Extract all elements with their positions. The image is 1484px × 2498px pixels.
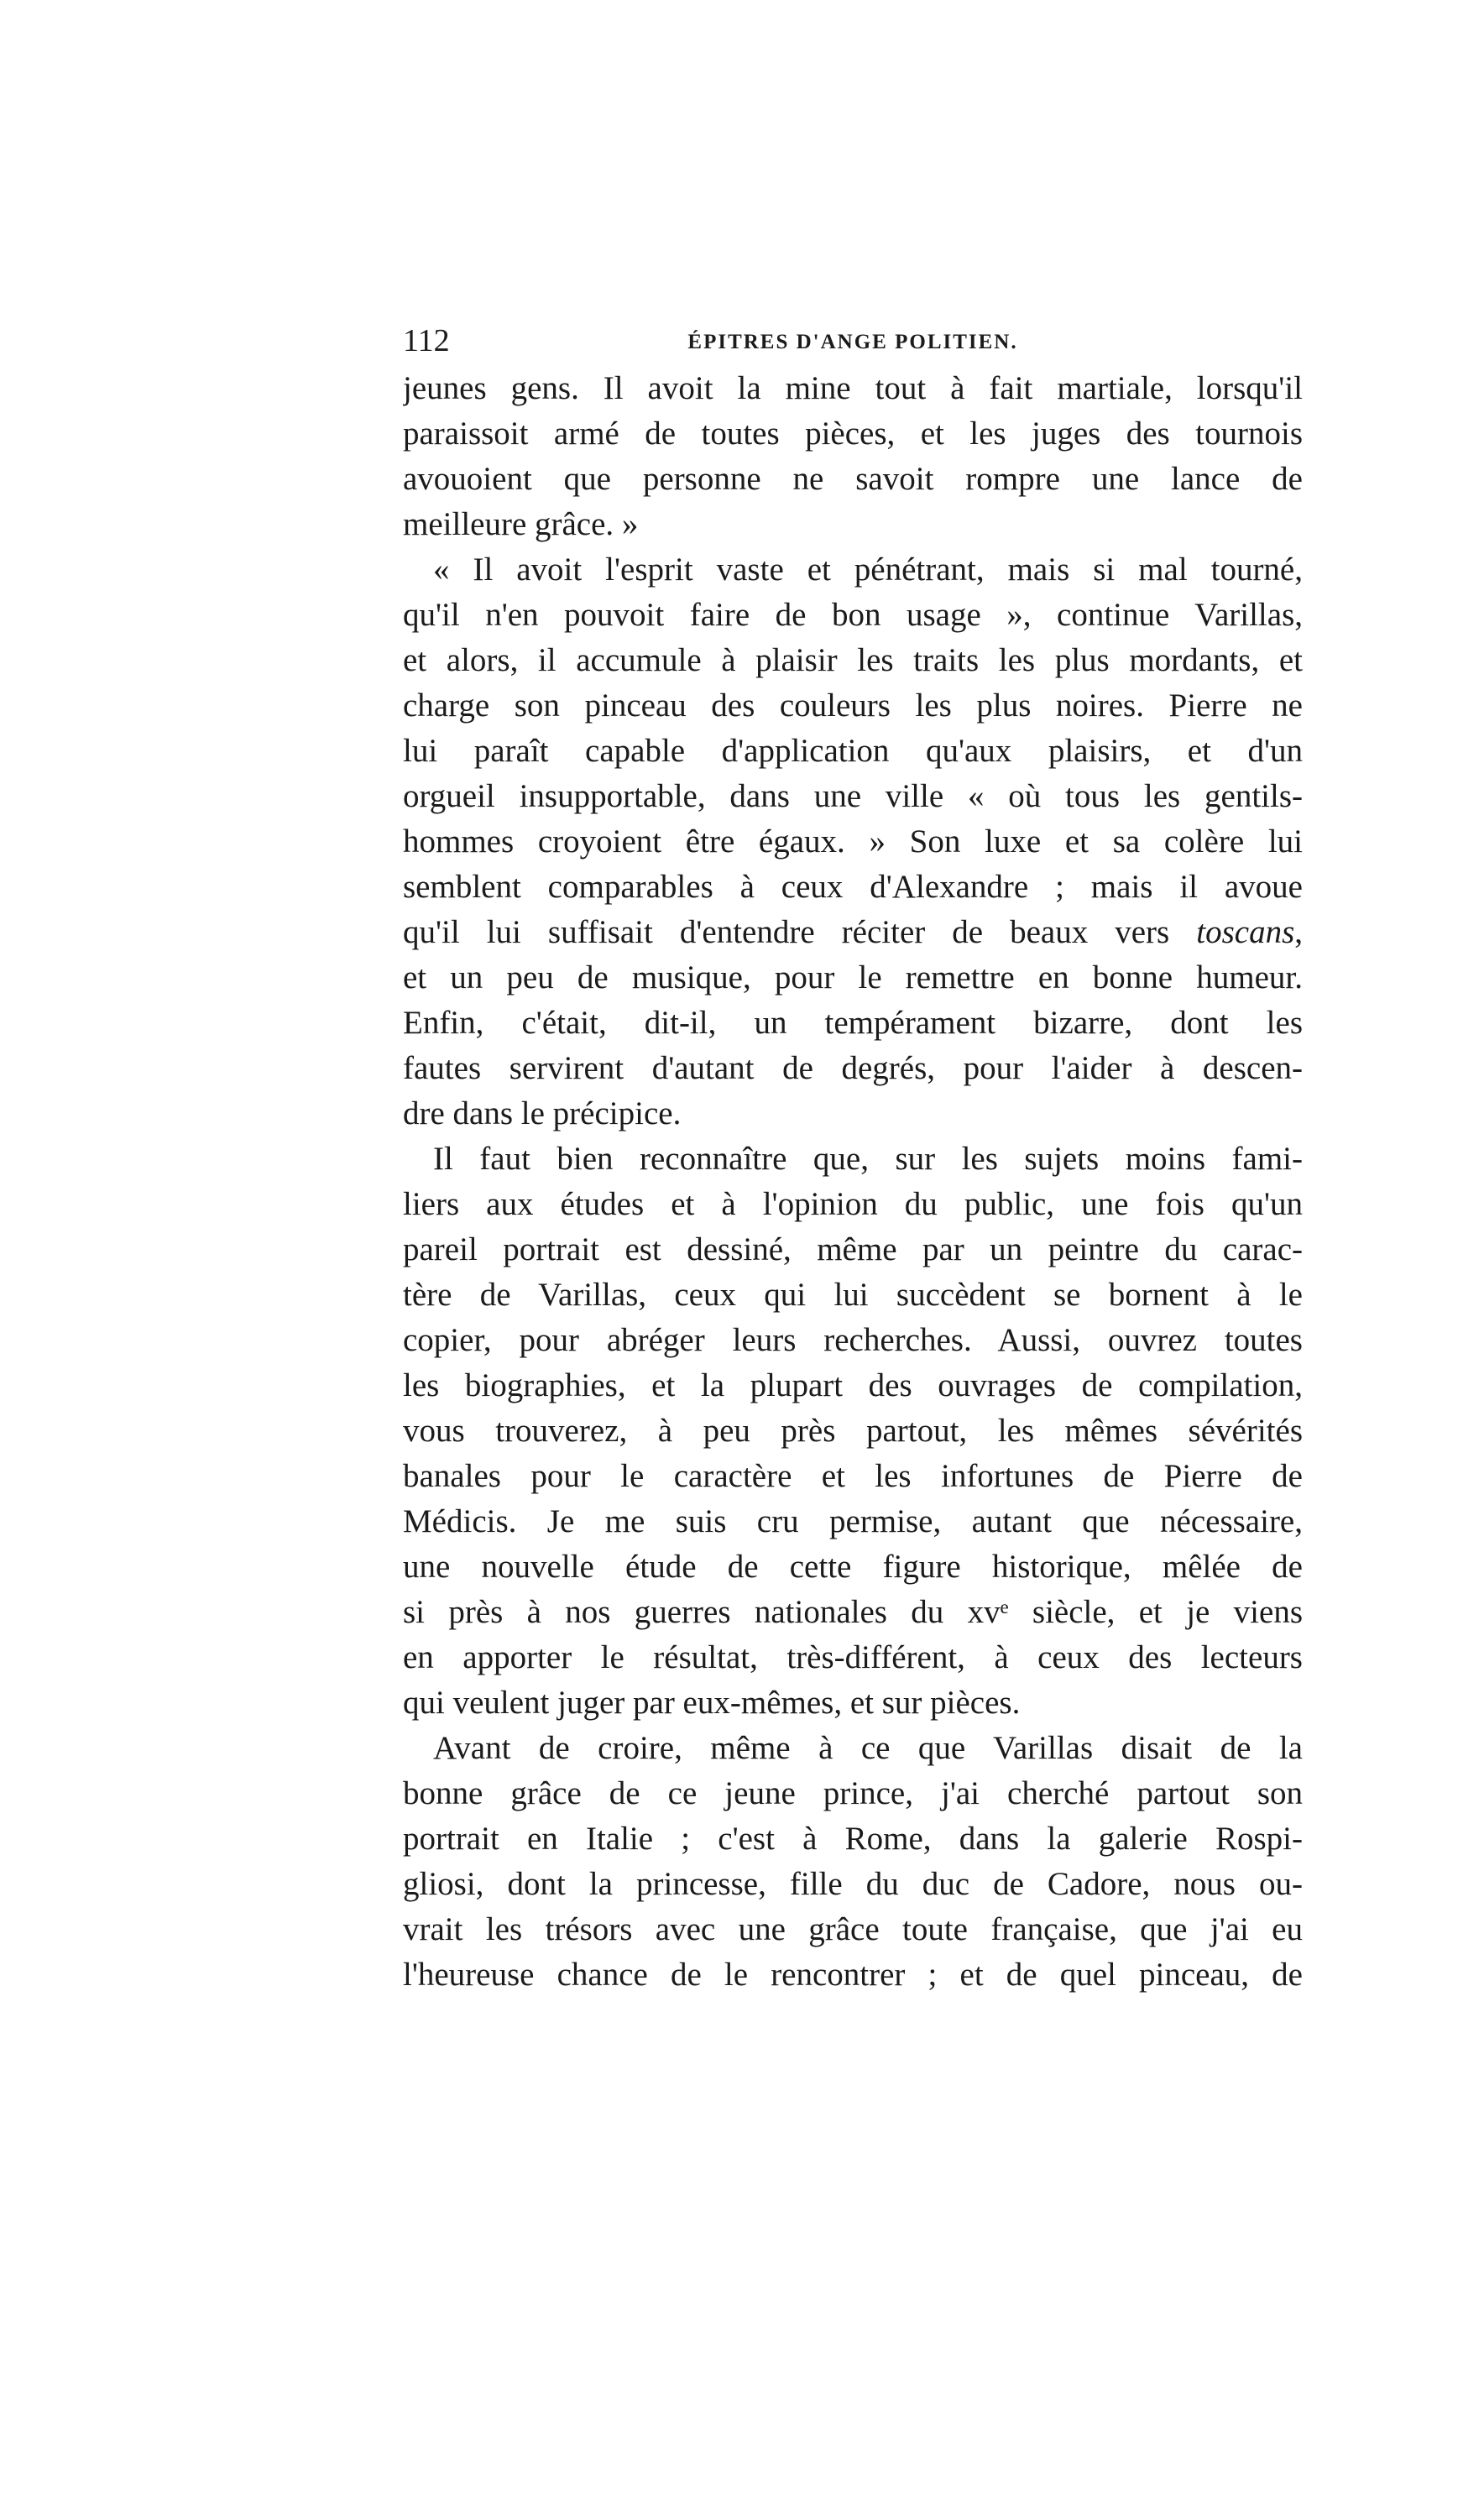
text-line: et un peu de musique, pour le remettre en bonne humeur.: [403, 959, 1303, 996]
text-line: liers aux études et à l'opinion du public, une fois qu'un: [403, 1186, 1303, 1222]
text-line: Enfin, c'était, dit-il, un tempérament bizarre, dont les: [403, 1005, 1303, 1041]
text-line-with-italic: qu'il lui suffisait d'entendre réciter de beaux vers toscans,: [403, 914, 1303, 950]
running-head: [403, 321, 1303, 361]
italic-word: toscans: [1196, 914, 1295, 950]
text-line: orgueil insupportable, dans une ville « où tous les gentils-: [403, 778, 1303, 814]
paragraph-4: [403, 1726, 1303, 1998]
text-line: fautes servirent d'autant de degrés, pour l'aider à descen-: [403, 1050, 1303, 1086]
text-line: une nouvelle étude de cette figure historique, mêlée de: [403, 1549, 1303, 1585]
text-line: les biographies, et la plupart des ouvrages de compilation,: [403, 1367, 1303, 1403]
text-line: charge son pinceau des couleurs les plus noires. Pierre ne: [403, 687, 1303, 724]
text-line: et alors, il accumule à plaisir les traits les plus mordants, et: [403, 642, 1303, 678]
text-line: lui paraît capable d'application qu'aux plaisirs, et d'un: [403, 733, 1303, 769]
text-line: jeunes gens. Il avoit la mine tout à fait martiale, lorsqu'il: [403, 370, 1303, 406]
text-line: qu'il n'en pouvoit faire de bon usage », continue Varillas,: [403, 597, 1303, 633]
text-line: vous trouverez, à peu près partout, les mêmes sévérités: [403, 1413, 1303, 1449]
text-line: paraissoit armé de toutes pièces, et les juges des tournois: [403, 415, 1303, 452]
text-line: semblent comparables à ceux d'Alexandre ; mais il avoue: [403, 869, 1303, 905]
body-text: [403, 366, 1303, 1998]
running-title: ÉPITRES D'ANGE POLITIEN.: [687, 331, 1018, 353]
text-line: Avant de croire, même à ce que Varillas disait de la: [433, 1730, 1303, 1766]
text-line: « Il avoit l'esprit vaste et pénétrant, mais si mal tourné,: [433, 551, 1303, 588]
text-line: l'heureuse chance de le rencontrer ; et de quel pinceau, de: [403, 1957, 1303, 1993]
text-line: banales pour le caractère et les infortunes de Pierre de: [403, 1458, 1303, 1494]
text-line: hommes croyoient être égaux. » Son luxe et sa colère lui: [403, 823, 1303, 860]
text-line: Médicis. Je me suis cru permise, autant que nécessaire,: [403, 1503, 1303, 1539]
text-line: meilleure grâce. »: [403, 506, 639, 542]
text-line: tère de Varillas, ceux qui lui succèdent se bornent à le: [403, 1277, 1303, 1313]
text-line: dre dans le précipice.: [403, 1095, 682, 1131]
paragraph-2: [403, 547, 1303, 1137]
paragraph-3: [403, 1137, 1303, 1726]
text-line: bonne grâce de ce jeune prince, j'ai cherché partout son: [403, 1775, 1303, 1811]
text-line: qui veulent juger par eux-mêmes, et sur pièces.: [403, 1685, 1021, 1721]
text-line: copier, pour abréger leurs recherches. Aussi, ouvrez toutes: [403, 1322, 1303, 1358]
text-line: portrait en Italie ; c'est à Rome, dans la galerie Rospi-: [403, 1821, 1303, 1857]
paragraph-1: [403, 366, 1303, 547]
text-line: en apporter le résultat, très-différent, à ceux des lecteurs: [403, 1639, 1303, 1675]
text-line: Il faut bien reconnaître que, sur les sujets moins fami-: [433, 1141, 1303, 1177]
text-line: vrait les trésors avec une grâce toute française, que j'ai eu: [403, 1911, 1303, 1947]
text-line: si près à nos guerres nationales du xvᵉ siècle, et je viens: [403, 1594, 1303, 1630]
text-line: pareil portrait est dessiné, même par un peintre du carac-: [403, 1231, 1303, 1267]
text-line: avouoient que personne ne savoit rompre une lance de: [403, 461, 1303, 497]
page-number: 112: [403, 323, 450, 358]
text-line: gliosi, dont la princesse, fille du duc de Cadore, nous ou-: [403, 1866, 1303, 1902]
